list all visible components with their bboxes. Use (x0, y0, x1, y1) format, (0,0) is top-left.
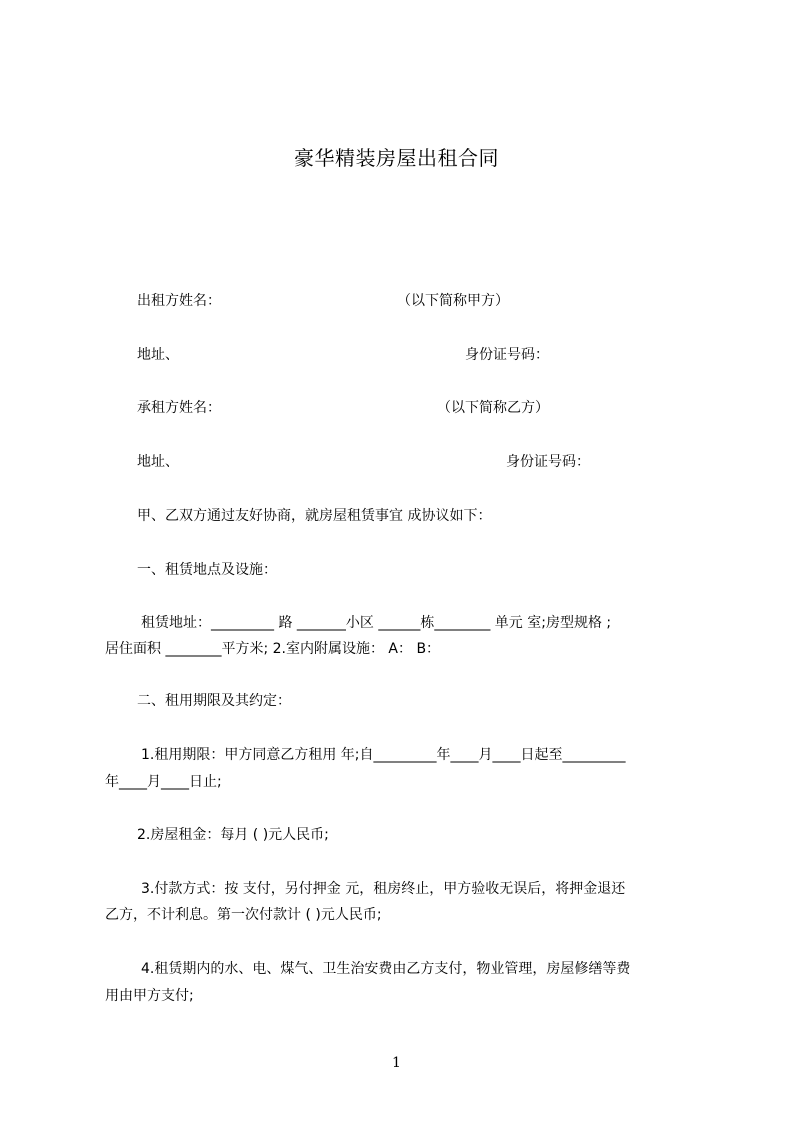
section2-heading: 二、租用期限及其约定： (137, 693, 291, 709)
lessee-address-label: 地址、 (137, 454, 179, 470)
lessee-abbrev: （以下简称乙方） (437, 400, 549, 416)
lessor-address-label: 地址、 (137, 347, 179, 363)
item2-line: 2.房屋租金：每月 ( )元人民币; (137, 827, 329, 843)
section1-line1: 租赁地址：_________ 路 _______小区 ______栋________ 单元 室;房型规格 ; (141, 615, 612, 631)
item1-line2: 年____月____日止; (105, 774, 222, 790)
document-title: 豪华精装房屋出租合同 (294, 146, 499, 170)
lessor-name-label: 出租方姓名： (137, 293, 221, 309)
lessor-id-label: 身份证号码： (465, 347, 549, 363)
item1-line1: 1.租用期限：甲方同意乙方租用 年;自_________年____月____日起至_________ (141, 747, 626, 763)
item3-line2: 乙方，不计利息。第一次付款计 ( )元人民币; (105, 907, 382, 923)
lessee-name-label: 承租方姓名： (137, 400, 221, 416)
section1-heading: 一、租赁地点及设施： (137, 562, 277, 578)
intro-paragraph: 甲、乙双方通过友好协商，就房屋租赁事宜 成协议如下： (137, 508, 492, 524)
section1-line2: 居住面积 ________平方米; 2.室内附属设施： A： B： (105, 641, 441, 657)
item4-line2: 用由甲方支付; (105, 988, 194, 1004)
item4-line1: 4.租赁期内的水、电、煤气、卫生治安费由乙方支付，物业管理，房屋修缮等费 (141, 961, 631, 977)
lessee-id-label: 身份证号码： (506, 454, 590, 470)
page-number: 1 (392, 1055, 401, 1071)
lessor-abbrev: （以下简称甲方） (397, 293, 509, 309)
item3-line1: 3.付款方式：按 支付，另付押金 元，租房终止，甲方验收无误后，将押金退还 (141, 881, 626, 897)
